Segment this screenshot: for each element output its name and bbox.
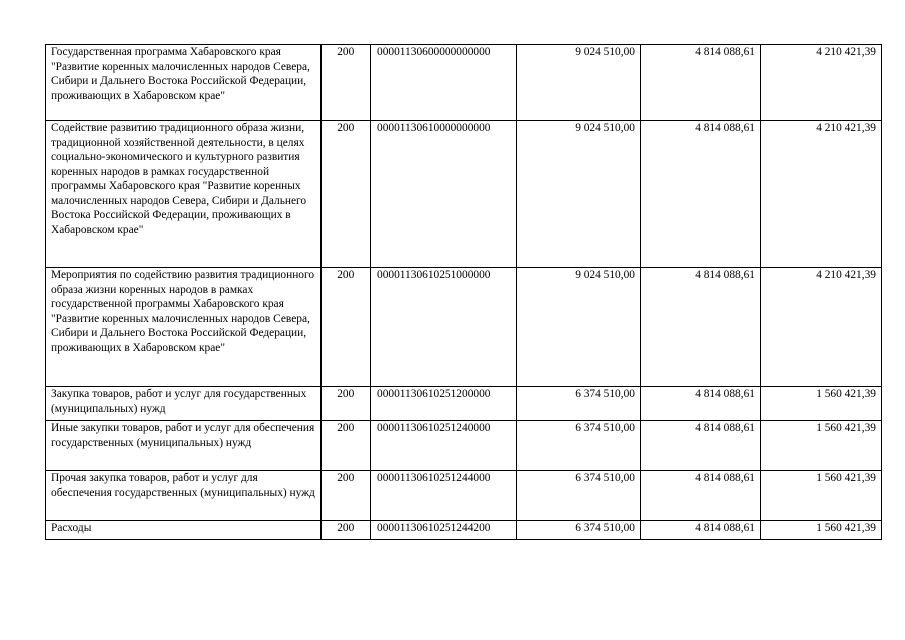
row-approved: 9 024 510,00 <box>517 121 641 268</box>
row-approved: 9 024 510,00 <box>517 268 641 387</box>
row-budget-code: 00001130610251244000 <box>371 471 517 521</box>
row-name: Мероприятия по содействию развития традиционного образа жизни коренных народов в рамках государственной программы Хабаровского края "Развитие коренных малочисленных народов Севера, Сибири и Дальнего Востока Российской Федерации, проживающих в Хабаровском крае" <box>46 268 321 387</box>
table-body <box>46 45 882 540</box>
row-unexecuted: 1 560 421,39 <box>761 521 882 540</box>
row-line-code: 200 <box>321 421 371 471</box>
row-name: Расходы <box>46 521 321 540</box>
row-unexecuted: 4 210 421,39 <box>761 121 882 268</box>
table-row <box>46 268 882 387</box>
row-budget-code: 00001130600000000000 <box>371 45 517 121</box>
row-unexecuted: 1 560 421,39 <box>761 421 882 471</box>
table-row <box>46 471 882 521</box>
row-name: Иные закупки товаров, работ и услуг для обеспечения государственных (муниципальных) нужд <box>46 421 321 471</box>
row-executed: 4 814 088,61 <box>641 421 761 471</box>
row-budget-code: 00001130610251240000 <box>371 421 517 471</box>
row-unexecuted: 4 210 421,39 <box>761 268 882 387</box>
table-row <box>46 421 882 471</box>
row-approved: 6 374 510,00 <box>517 471 641 521</box>
row-executed: 4 814 088,61 <box>641 268 761 387</box>
row-approved: 9 024 510,00 <box>517 45 641 121</box>
row-line-code: 200 <box>321 387 371 421</box>
budget-execution-table <box>45 44 882 540</box>
row-executed: 4 814 088,61 <box>641 387 761 421</box>
row-name: Государственная программа Хабаровского края "Развитие коренных малочисленных народов Севера, Сибири и Дальнего Востока Российской Федерации, проживающих в Хабаровском крае" <box>46 45 321 121</box>
table-row <box>46 521 882 540</box>
row-executed: 4 814 088,61 <box>641 521 761 540</box>
row-line-code: 200 <box>321 521 371 540</box>
row-executed: 4 814 088,61 <box>641 471 761 521</box>
row-line-code: 200 <box>321 121 371 268</box>
row-executed: 4 814 088,61 <box>641 45 761 121</box>
row-approved: 6 374 510,00 <box>517 521 641 540</box>
table-row <box>46 121 882 268</box>
row-budget-code: 00001130610000000000 <box>371 121 517 268</box>
row-name: Закупка товаров, работ и услуг для государственных (муниципальных) нужд <box>46 387 321 421</box>
row-budget-code: 00001130610251000000 <box>371 268 517 387</box>
row-name: Прочая закупка товаров, работ и услуг для обеспечения государственных (муниципальных) нужд <box>46 471 321 521</box>
row-unexecuted: 1 560 421,39 <box>761 387 882 421</box>
row-budget-code: 00001130610251244200 <box>371 521 517 540</box>
row-line-code: 200 <box>321 268 371 387</box>
row-approved: 6 374 510,00 <box>517 387 641 421</box>
row-unexecuted: 4 210 421,39 <box>761 45 882 121</box>
row-line-code: 200 <box>321 45 371 121</box>
row-approved: 6 374 510,00 <box>517 421 641 471</box>
row-executed: 4 814 088,61 <box>641 121 761 268</box>
row-name: Содействие развитию традиционного образа жизни, традиционной хозяйственной деятельности, в целях социально-экономического и культурного развития коренных народов в рамках государственной программы Хабаровского края "Развитие коренных малочисленных народов Севера, Сибири и Дальнего Востока Российской Федерации, проживающих в Хабаровском крае" <box>46 121 321 268</box>
table-row <box>46 45 882 121</box>
row-line-code: 200 <box>321 471 371 521</box>
row-budget-code: 00001130610251200000 <box>371 387 517 421</box>
table-row <box>46 387 882 421</box>
row-unexecuted: 1 560 421,39 <box>761 471 882 521</box>
